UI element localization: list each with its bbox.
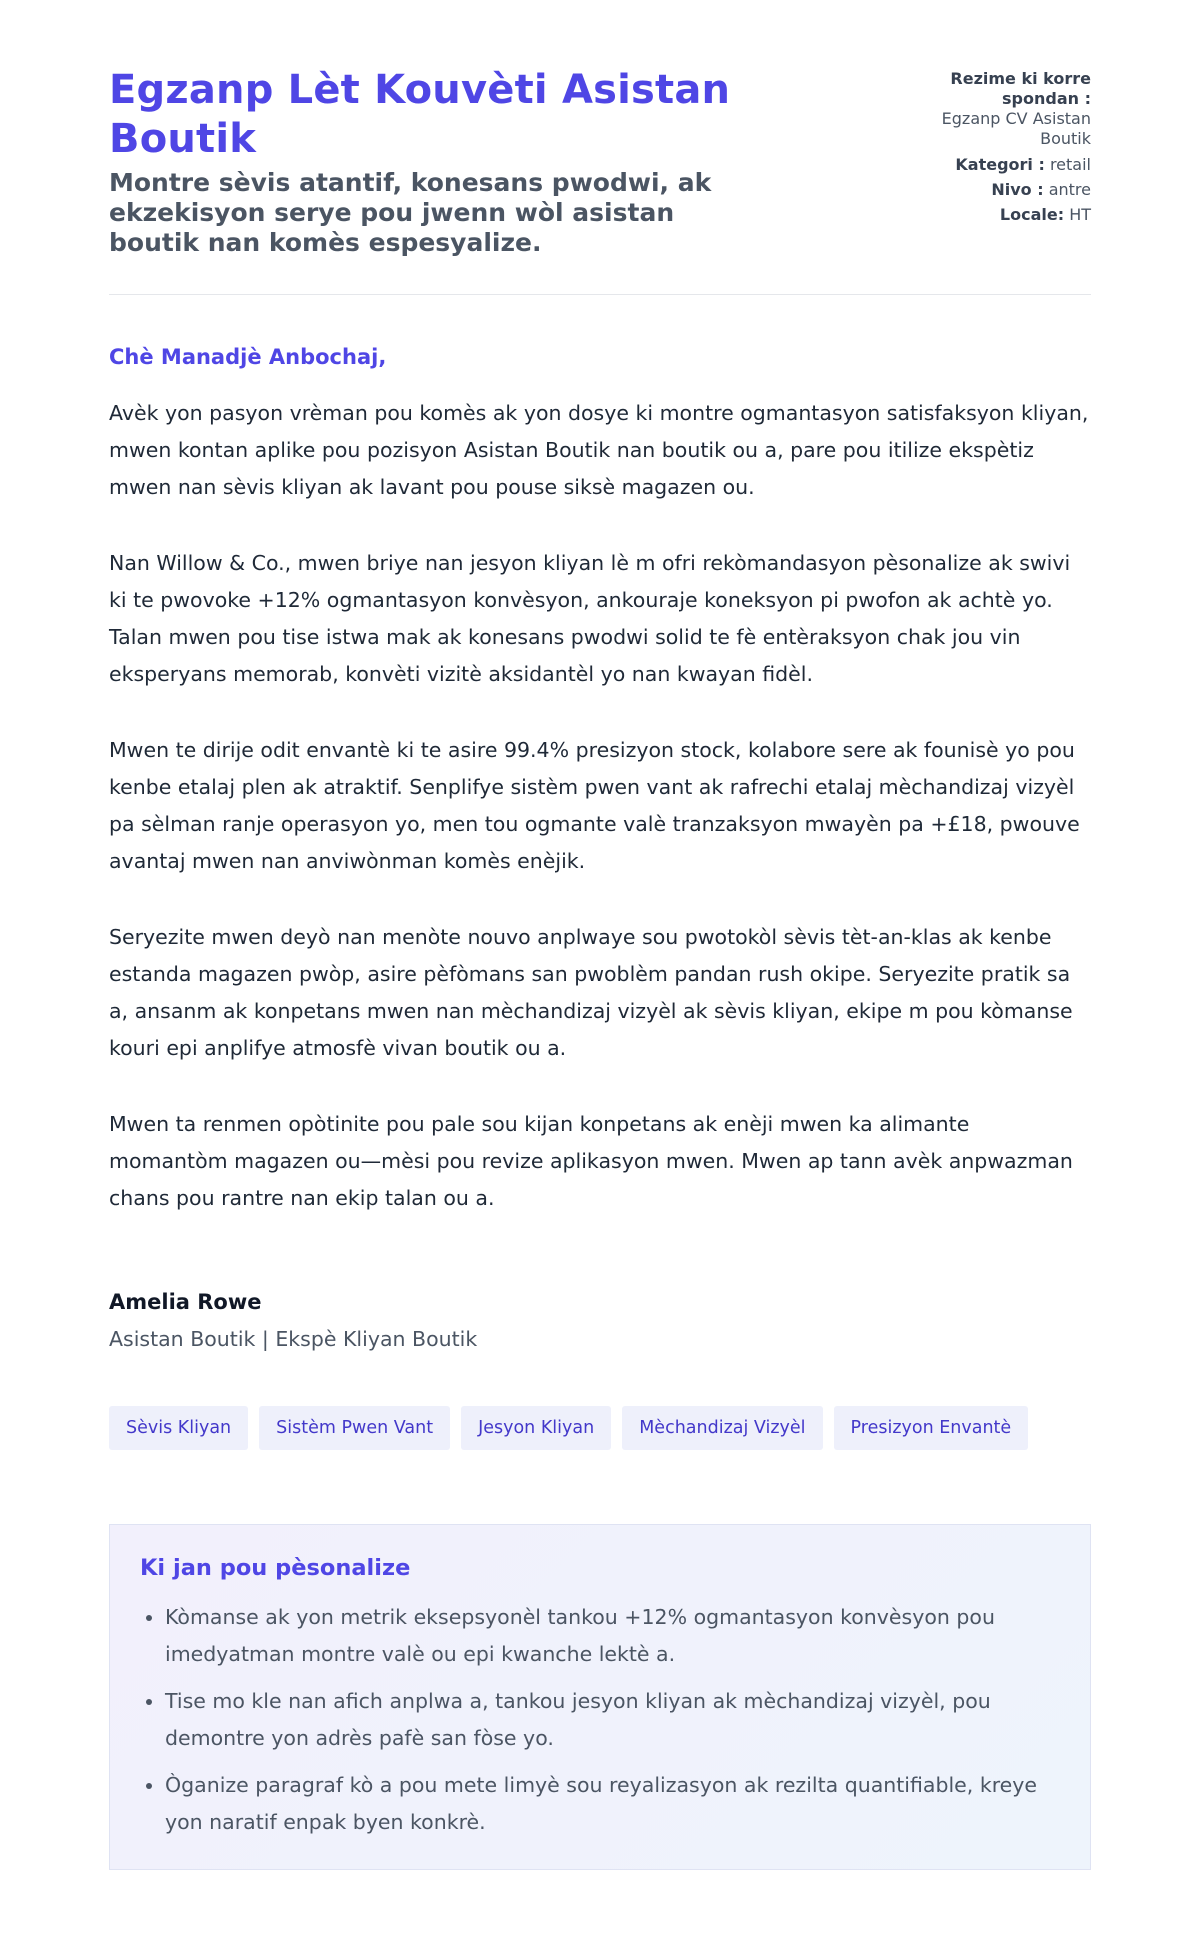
letter-paragraph: Mwen ta renmen opòtinite pou pale sou kijan konpetans ak enèji mwen ka alimante momantòm magazen ou—mèsi pou revize aplikasyon mwen. Mwen ap tann avèk anpwazman chans pou rantre nan ekip talan ou a.: [109, 1112, 1073, 1210]
meta-level-label: Nivo :: [991, 180, 1044, 199]
salutation: Chè Manadjè Anbochaj,: [109, 345, 387, 369]
page-title: Egzanp Lèt Kouvèti Asistan Boutik: [109, 67, 731, 162]
meta-info: [750, 69, 1091, 230]
signature-role: Asistan Boutik | Ekspè Kliyan Boutik: [109, 1327, 478, 1351]
meta-locale-label: Locale:: [999, 205, 1065, 224]
skill-tag: Jesyon Kliyan: [461, 1406, 611, 1450]
skill-tag: Mèchandizaj Vizyèl: [622, 1406, 822, 1450]
tips-item: • Kòmanse ak yon metrik eksepsyonèl tankou +12% ogmantasyon konvèsyon pou imedyatman montre valè ou epi kwanche lektè a.: [165, 1599, 1060, 1673]
meta-resume: [750, 69, 1091, 149]
meta-resume-value: Egzanp CV Asistan Boutik: [941, 109, 1091, 148]
signature-name: Amelia Rowe: [109, 1290, 262, 1314]
letter-paragraph: Avèk yon pasyon vrèman pou komès ak yon dosye ki montre ogmantasyon satisfaksyon kliyan, mwen kontan aplike pou pozisyon Asistan Boutik nan boutik ou a, pare pou itilize ekspètiz mwen nan sèvis kliyan ak lavant pou pouse siksè magazen ou.: [109, 401, 1089, 499]
page-header: [109, 66, 1091, 258]
meta-category: [750, 155, 1091, 175]
header-left: [109, 66, 750, 258]
meta-level: [750, 180, 1091, 200]
skill-tag: Sèvis Kliyan: [109, 1406, 248, 1450]
header-divider: [109, 294, 1091, 295]
meta-category-label: Kategori :: [955, 155, 1045, 174]
meta-locale-value: HT: [1069, 205, 1091, 224]
signature-block: [109, 1290, 1091, 1351]
skill-tag: Sistèm Pwen Vant: [259, 1406, 450, 1450]
letter-paragraph: Seryezite mwen deyò nan menòte nouvo anplwaye sou pwotokòl sèvis tèt-an-klas ak kenbe estanda magazen pwòp, asire pèfòmans san pwoblèm pandan rush okipe. Seryezite pratik sa a, ansanm ak konpetans mwen nan mèchandizaj vizyèl ak sèvis kliyan, ekipe m pou kòmanse kouri epi anplifye atmosfè vivan boutik ou a.: [109, 925, 1073, 1060]
meta-category-value: retail: [1049, 155, 1091, 174]
tips-item: • Tise mo kle nan afich anplwa a, tankou jesyon kliyan ak mèchandizaj vizyèl, pou demontre yon adrès pafè san fòse yo.: [165, 1683, 1060, 1757]
tips-list: [140, 1599, 1060, 1841]
tips-panel: [109, 1524, 1091, 1870]
skill-tag: Presizyon Envantè: [834, 1406, 1029, 1450]
meta-level-value: antre: [1048, 180, 1091, 199]
tips-title: Ki jan pou pèsonalize: [140, 1555, 411, 1581]
letter-paragraph: Nan Willow & Co., mwen briye nan jesyon kliyan lè m ofri rekòmandasyon pèsonalize ak swivi ki te pwovoke +12% ogmantasyon konvèsyon, ankouraje koneksyon pi pwofon ak achtè yo. Talan mwen pou tise istwa mak ak konesans pwodwi solid te fè entèraksyon chak jou vin eksperyans memorab, konvèti vizitè aksidantèl yo nan kwayan fidèl.: [109, 551, 1071, 686]
meta-resume-label: Rezime ki korre spondan :: [950, 69, 1091, 108]
letter-body: [109, 395, 1091, 1217]
page-subtitle: Montre sèvis atantif, konesans pwodwi, ak ekzekisyon serye pou jwenn wòl asistan boutik nan komès espesyalize.: [109, 168, 712, 257]
tips-item: • Òganize paragraf kò a pou mete limyè sou reyalizasyon ak rezilta quantifiable, kreye yon naratif enpak byen konkrè.: [165, 1767, 1060, 1841]
letter-paragraph: Mwen te dirije odit envantè ki te asire 99.4% presizyon stock, kolabore sere ak founisè yo pou kenbe etalaj plen ak atraktif. Senplifye sistèm pwen vant ak rafrechi etalaj mèchandizaj vizyèl pa sèlman ranje operasyon yo, men tou ogmante valè tranzaksyon mwayèn pa +£18, pwouve avantaj mwen nan anviwònman komès enèjik.: [109, 738, 1080, 873]
meta-locale: [750, 205, 1091, 225]
skill-tags: [109, 1406, 1091, 1450]
